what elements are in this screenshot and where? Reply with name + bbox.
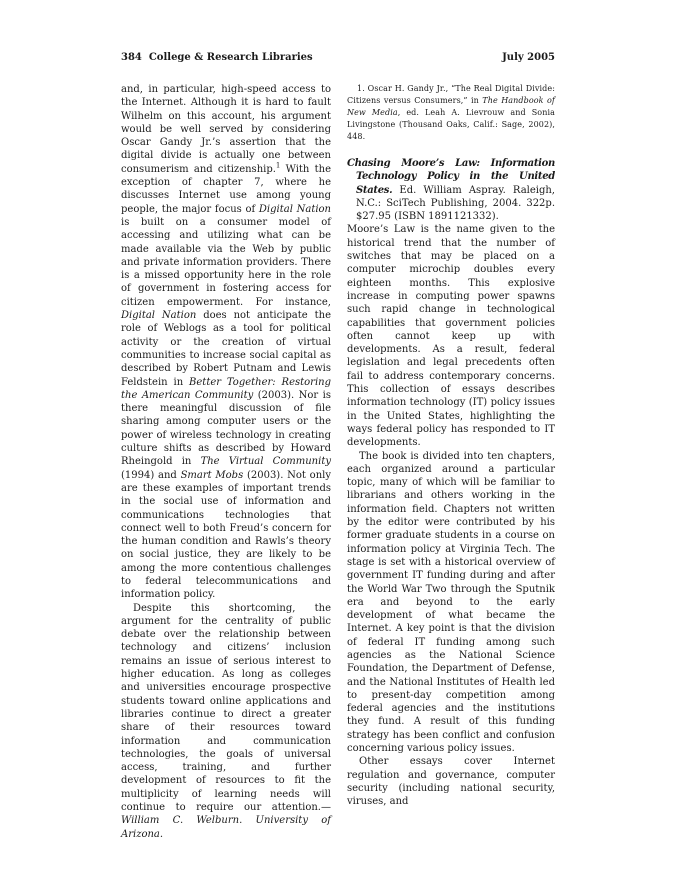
body-paragraph <box>121 602 331 841</box>
body-paragraph <box>121 83 331 602</box>
text-run: 1. Oscar H. Gandy Jr., “The Real Digital Divide: Citizens versus Consumers,” in <box>347 84 555 105</box>
running-header <box>121 52 555 66</box>
reviewer-signature: William C. Welburn. University of Arizona. <box>121 815 331 840</box>
text-run: does not anticipate the role of Weblogs as a tool for political activity or the creation of virtual communities to increase social capital as described by Robert Putnam and Lewis Feldstein in <box>121 310 331 388</box>
review-citation: Ed. William Aspray. Raleigh, N.C.: SciTech Publishing, 2004. 322p. $27.95 (ISBN 1891121332). <box>356 184 555 223</box>
body-paragraph: The book is divided into ten chapters, each organized around a particular topic, many of which will be familiar to librarians and others working in the information field. Chapters not written by the editor were contributed by his former graduate students in a course on information policy at Virginia Tech. The stage is set with a historical overview of government IT funding during and after the World War Two through the Sputnik era and beyond to the early development of what became the Internet. A key point is that the division of federal IT funding among such agencies as the National Science Foundation, the Department of Defense, and the National Institutes of Health led to present-day competition among federal agencies and the institutions they fund. A result of this funding strategy has been conflict and confusion concerning various policy issues. <box>347 450 555 755</box>
body-paragraph: Moore’s Law is the name given to the historical trend that the number of switches that may be placed on a computer microchip doubles every eighteen months. This explosive increase in computing power spawns such rapid change in technological capabilities that government policies often cannot keep up with developments. As a result, federal legislation and legal precedents often fail to address contemporary concerns. This collection of essays describes information technology (IT) policy issues in the United States, highlighting the ways federal policy has responded to IT developments. <box>347 224 555 449</box>
book-title: The Virtual Community <box>200 456 331 468</box>
left-column <box>121 83 331 841</box>
text-run: and, in particular, high-speed access to the Internet. Although it is hard to fault Wilhelm on this account, his argument would be well served by considering Oscar Gandy Jr.’s assertion that the digital divide is actually one between consumerism and citizenship. <box>121 84 331 175</box>
review-heading <box>347 157 555 223</box>
book-title: The Handbook of New Media <box>347 96 555 117</box>
text-run: (2003). Nor is there meaningful discussion of file sharing among computer users or the power of wireless technology in creating culture shifts as described by Howard Rheingold in <box>121 389 331 468</box>
header-left <box>121 52 313 63</box>
text-run: Despite this shortcoming, the argument for the centrality of public debate over the relationship between technology and citizens’ inclusion remains an issue of serious interest to higher education. As long as colleges and universities encourage prospective students toward online applications and libraries continue to direct a greater share of their resources toward information and communication technologies, the goals of universal access, training, and further development of resources to fit the multiplicity of learning needs will continue to require our attention.— <box>121 602 331 814</box>
book-title: Better Together: Restoring the American Community <box>121 376 331 401</box>
book-title: Digital Nation <box>121 310 197 322</box>
page-number: 384 <box>121 52 142 63</box>
footnote-reference: 1 <box>275 161 281 170</box>
text-run: With the exception of chapter 7, where he discusses Internet use among young people, the major focus of <box>121 163 331 215</box>
review-book-title: Chasing Moore’s Law: Information Technology Policy in the United States. <box>347 158 555 196</box>
issue-date: July 2005 <box>502 52 555 63</box>
text-run: (1994) and <box>121 469 181 481</box>
right-column <box>347 83 555 809</box>
journal-title: College & Research Libraries <box>148 52 313 63</box>
text-run: is built on a consumer model of accessing and utilizing what can be made available via the Web by public and private information providers. There is a missed opportunity here in the role of government in fostering access for citizen empowerment. For instance, <box>121 216 331 308</box>
text-run: (2003). Not only are these examples of important trends in the social use of information and communications technologies that connect well to both Freud’s concern for the human condition and Rawls’s theory on social justice, they are likely to be among the more contentious challenges to federal telecommunications and information policy. <box>121 469 331 601</box>
book-title: Digital Nation <box>258 203 331 215</box>
footnote <box>347 83 555 143</box>
body-paragraph: Other essays cover Internet regulation and governance, computer security (including national security, viruses, and <box>347 756 555 808</box>
book-title: Smart Mobs <box>180 469 244 481</box>
text-run: , ed. Leah A. Lievrouw and Sonia Livingstone (Thousand Oaks, Calif.: Sage, 2002), 448. <box>347 108 555 141</box>
